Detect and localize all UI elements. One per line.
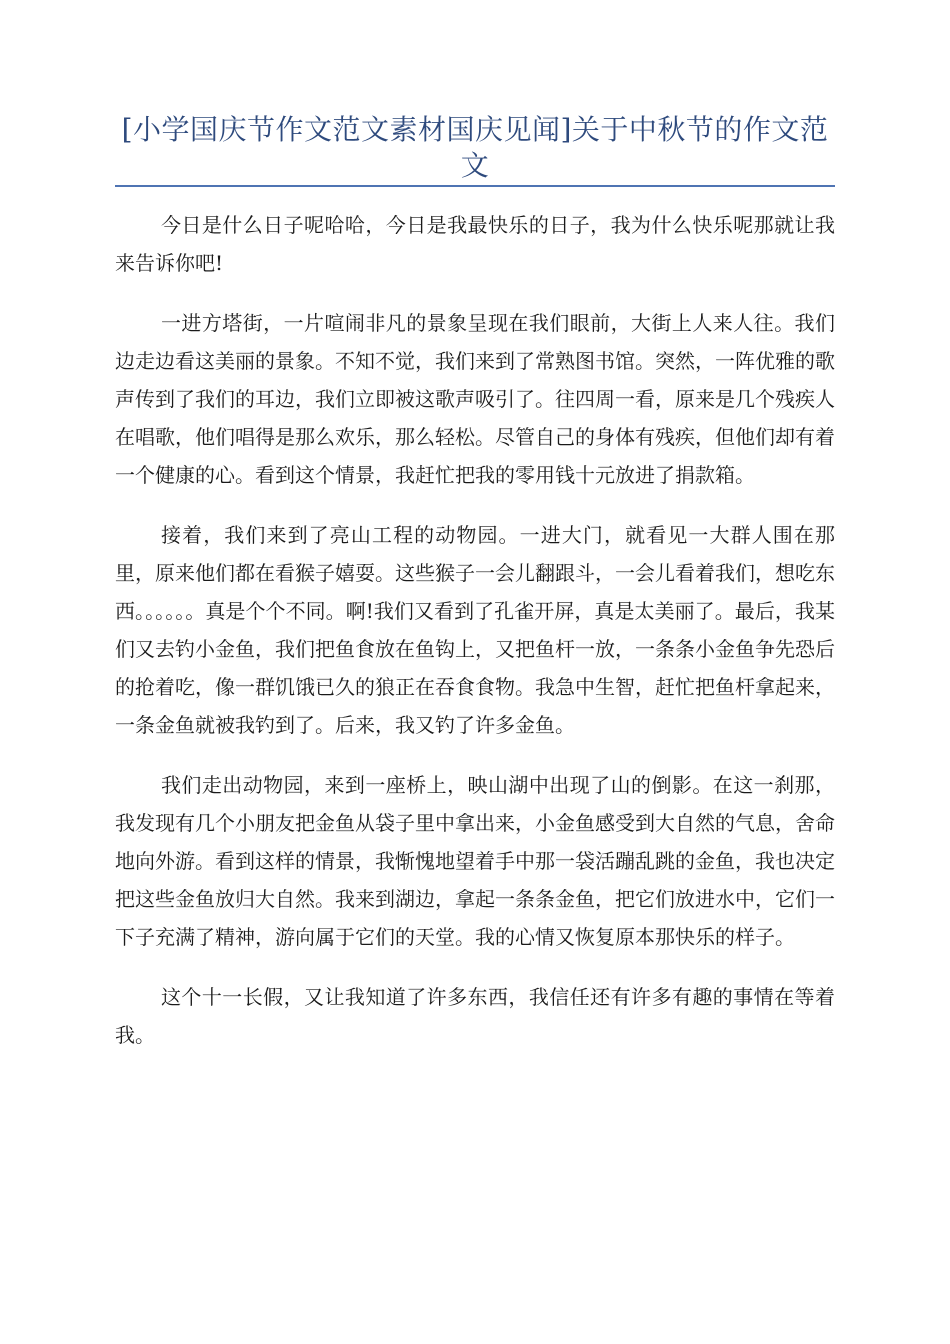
paragraph: 这个十一长假，又让我知道了许多东西，我信任还有许多有趣的事情在等着我。 <box>115 985 835 1047</box>
title-underline <box>115 185 835 187</box>
paragraph: 我们走出动物园，来到一座桥上，映山湖中出现了山的倒影。在这一刹那，我发现有几个小朋友把金鱼从袋子里中拿出来，小金鱼感受到大自然的气息，舍命地向外游。看到这样的情景，我惭愧地望着手中那一袋活蹦乱跳的金鱼，我也决定把这些金鱼放归大自然。我来到湖边，拿起一条条金鱼，把它们放进水中，它们一下子充满了精神，游向属于它们的天堂。我的心情又恢复原本那快乐的样子。 <box>115 773 835 949</box>
paragraph: 今日是什么日子呢哈哈，今日是我最快乐的日子，我为什么快乐呢那就让我来告诉你吧! <box>115 213 835 275</box>
document-body <box>115 206 835 1076</box>
paragraph: 接着，我们来到了亮山工程的动物园。一进大门，就看见一大群人围在那里，原来他们都在看猴子嬉耍。这些猴子一会儿翻跟斗，一会儿看着我们，想吃东西。。。。。。真是个个不同。啊!我们又看到了孔雀开屏，真是太美丽了。最后，我某们又去钓小金鱼，我们把鱼食放在鱼钩上，又把鱼杆一放，一条条小金鱼争先恐后的抢着吃，像一群饥饿已久的狼正在吞食食物。我急中生智，赶忙把鱼杆拿起来，一条金鱼就被我钓到了。后来，我又钓了许多金鱼。 <box>115 523 835 737</box>
document-title: [小学国庆节作文范文素材国庆见闻]关于中秋节的作文范文 <box>121 113 829 182</box>
paragraph: 一进方塔街，一片喧闹非凡的景象呈现在我们眼前，大街上人来人往。我们边走边看这美丽的景象。不知不觉，我们来到了常熟图书馆。突然，一阵优雅的歌声传到了我们的耳边，我们立即被这歌声吸引了。往四周一看，原来是几个残疾人在唱歌，他们唱得是那么欢乐，那么轻松。尽管自己的身体有残疾，但他们却有着一个健康的心。看到这个情景，我赶忙把我的零用钱十元放进了捐款箱。 <box>115 311 835 487</box>
